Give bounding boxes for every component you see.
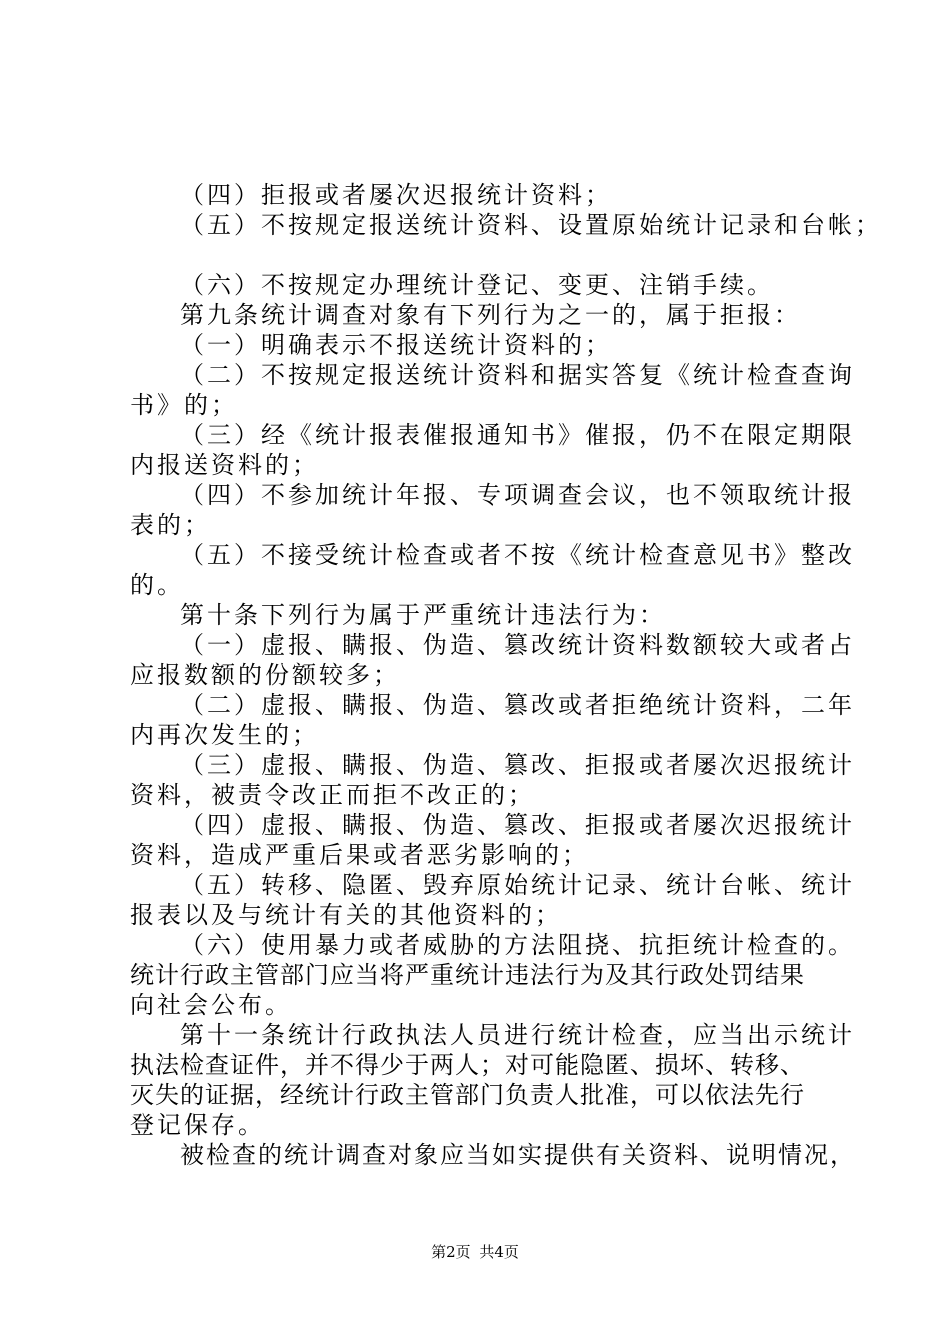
paragraph-line: （四）虚报、瞒报、伪造、篡改、拒报或者屡次迟报统计 bbox=[180, 811, 855, 839]
paragraph-line: （四）不参加统计年报、专项调查会议，也不领取统计报 bbox=[180, 481, 855, 509]
paragraph-line: （一）明确表示不报送统计资料的； bbox=[180, 331, 612, 359]
paragraph-line: （二）虚报、瞒报、伪造、篡改或者拒绝统计资料，二年 bbox=[180, 691, 855, 719]
page-number: 第2页 bbox=[431, 1243, 471, 1261]
paragraph-line: 资料，被责令改正而拒不改正的； bbox=[130, 781, 535, 809]
paragraph-line: 第九条统计调查对象有下列行为之一的，属于拒报： bbox=[180, 301, 801, 329]
paragraph-line: 第十一条统计行政执法人员进行统计检查，应当出示统计 bbox=[180, 1021, 855, 1049]
paragraph-line: 灭失的证据，经统计行政主管部门负责人批准，可以依法先行 bbox=[130, 1081, 805, 1109]
paragraph-line: 资料，造成严重后果或者恶劣影响的； bbox=[130, 841, 589, 869]
paragraph-line: （二）不按规定报送统计资料和据实答复《统计检查查询 bbox=[180, 361, 855, 389]
paragraph-line: 登记保存。 bbox=[130, 1111, 265, 1139]
paragraph-line: 应报数额的份额较多； bbox=[130, 661, 400, 689]
page-total: 共4页 bbox=[479, 1243, 519, 1261]
paragraph-line: （六）使用暴力或者威胁的方法阻挠、抗拒统计检查的。 bbox=[180, 931, 855, 959]
paragraph-line: 执法检查证件，并不得少于两人；对可能隐匿、损坏、转移、 bbox=[130, 1051, 805, 1079]
paragraph-line: 向社会公布。 bbox=[130, 991, 292, 1019]
paragraph-line: （六）不按规定办理统计登记、变更、注销手续。 bbox=[180, 271, 774, 299]
paragraph-line: 内报送资料的； bbox=[130, 451, 319, 479]
paragraph-line: （五）不按规定报送统计资料、设置原始统计记录和台帐； bbox=[180, 211, 882, 239]
paragraph-line: 报表以及与统计有关的其他资料的； bbox=[130, 901, 562, 929]
paragraph-line: 被检查的统计调查对象应当如实提供有关资料、说明情况， bbox=[180, 1141, 856, 1169]
paragraph-line: （四）拒报或者屡次迟报统计资料； bbox=[180, 181, 612, 209]
paragraph-line: 统计行政主管部门应当将严重统计违法行为及其行政处罚结果 bbox=[130, 961, 805, 989]
paragraph-line: 内再次发生的； bbox=[130, 721, 319, 749]
paragraph-line: （一）虚报、瞒报、伪造、篡改统计资料数额较大或者占 bbox=[180, 631, 855, 659]
paragraph-line: （五）不接受统计检查或者不按《统计检查意见书》整改 bbox=[180, 541, 855, 569]
paragraph-line: （五）转移、隐匿、毁弃原始统计记录、统计台帐、统计 bbox=[180, 871, 855, 899]
paragraph-line: 书》的； bbox=[130, 391, 238, 419]
paragraph-line: 表的； bbox=[130, 511, 211, 539]
paragraph-line: 的。 bbox=[130, 571, 184, 599]
paragraph-line: （三）经《统计报表催报通知书》催报，仍不在限定期限 bbox=[180, 421, 855, 449]
paragraph-line: 第十条下列行为属于严重统计违法行为： bbox=[180, 601, 666, 629]
page-footer bbox=[0, 1242, 950, 1262]
paragraph-line: （三）虚报、瞒报、伪造、篡改、拒报或者屡次迟报统计 bbox=[180, 751, 855, 779]
